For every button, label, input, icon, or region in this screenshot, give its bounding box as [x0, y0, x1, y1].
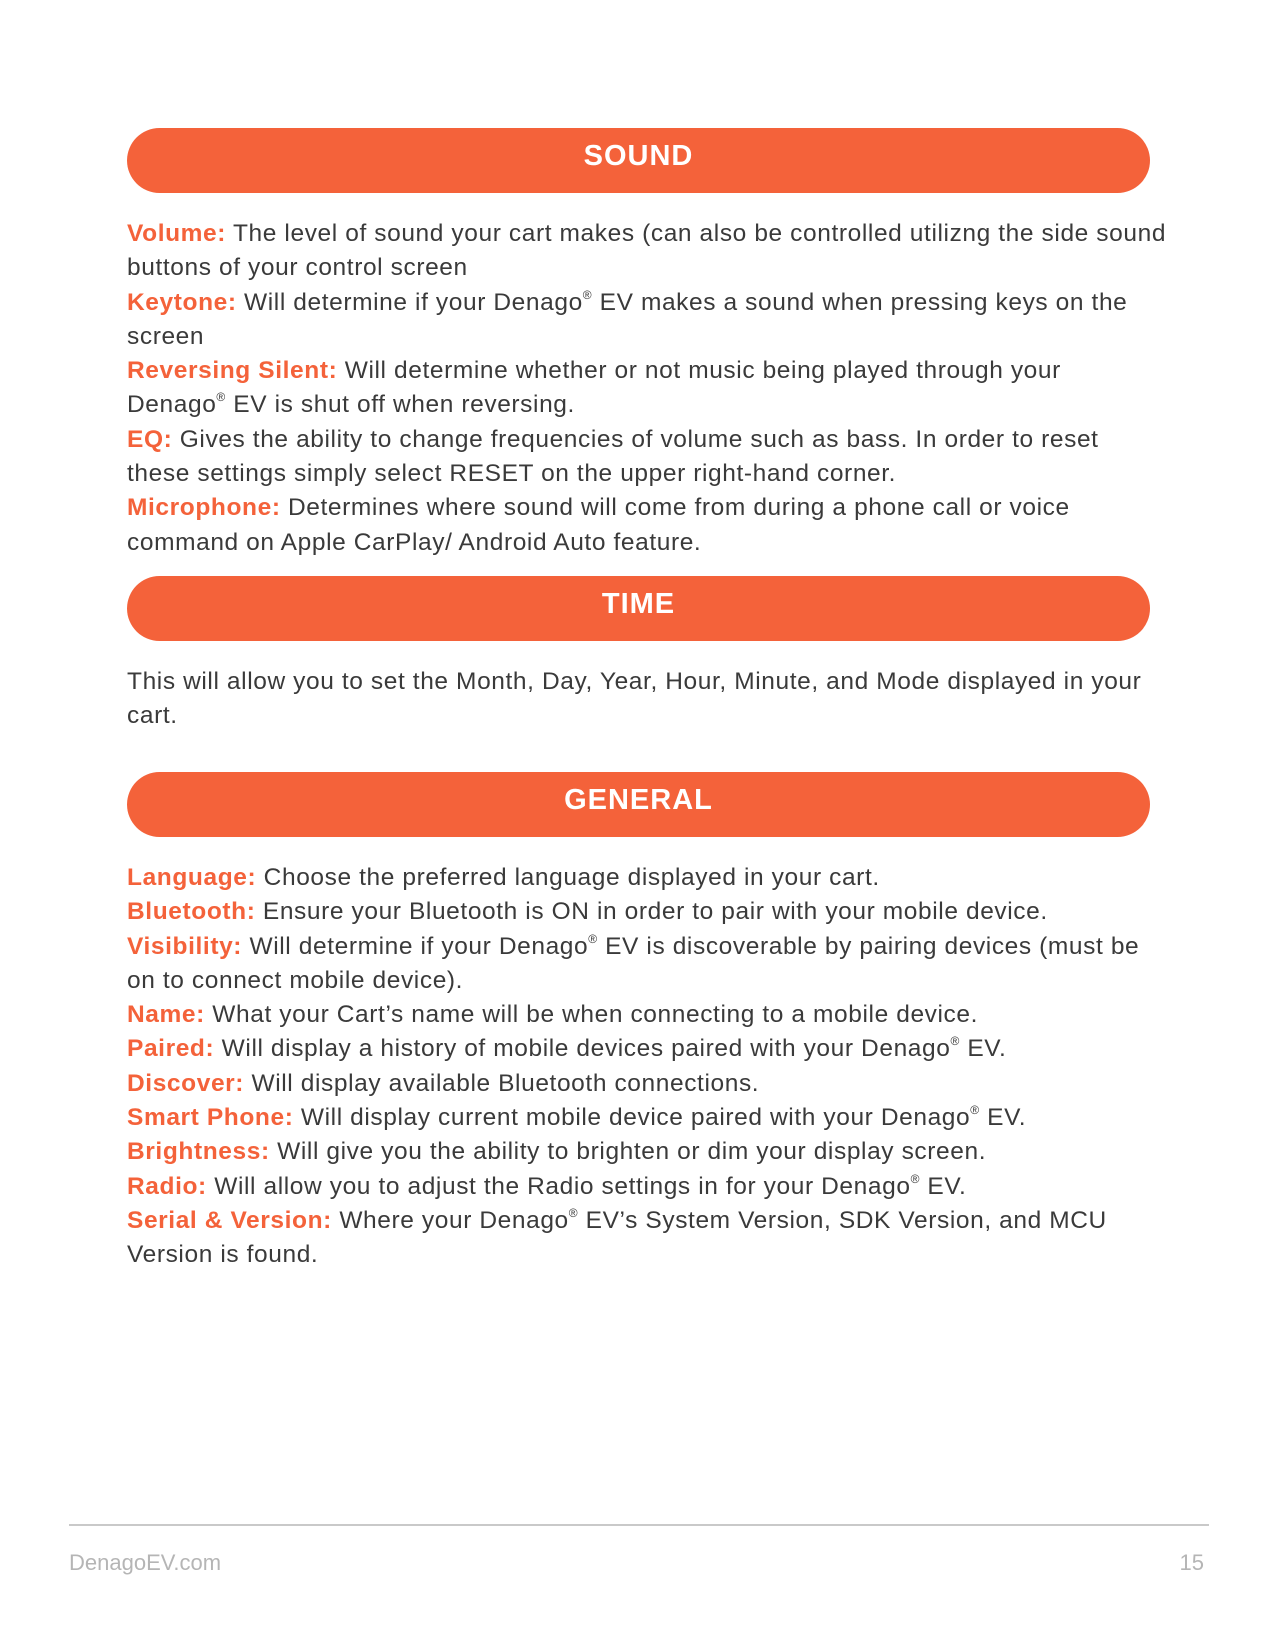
footer-divider: [69, 1524, 1209, 1526]
time-section: [127, 665, 1167, 734]
general-banner: [127, 772, 1150, 837]
name-entry: [127, 998, 1167, 1032]
microphone-text: Determines where sound will come from during a phone call or voice command on Apple CarPlay/ Android Auto feature.: [127, 494, 1070, 556]
time-banner: [127, 576, 1150, 641]
bluetooth-term: Bluetooth:: [127, 898, 256, 926]
footer-site-link[interactable]: DenagoEV.com: [69, 1550, 222, 1575]
discover-entry: [127, 1067, 1167, 1101]
smart-phone-text: Will display current mobile device paired with your Denago: [293, 1104, 971, 1132]
registered-mark: ®: [970, 1103, 980, 1118]
paired-text-end: EV.: [959, 1035, 1007, 1063]
general-title: GENERAL: [564, 784, 713, 816]
visibility-text: Will determine if your Denago: [242, 932, 589, 960]
serial-version-term: Serial & Version:: [127, 1206, 332, 1234]
eq-text: Gives the ability to change frequencies of volume such as bass. In order to reset these settings simply select RESET on the upper right-hand corner.: [127, 425, 1099, 488]
registered-mark: ®: [950, 1034, 960, 1049]
name-text: What your Cart’s name will be when connecting to a mobile device.: [204, 1001, 979, 1029]
general-section: [127, 861, 1167, 1273]
keytone-term: Keytone:: [127, 288, 237, 316]
registered-mark: ®: [216, 390, 226, 405]
keytone-entry: [127, 286, 1167, 355]
bluetooth-entry: [127, 895, 1167, 929]
paired-text: Will display a history of mobile devices paired with your Denago: [214, 1035, 951, 1063]
reversing-silent-entry: [127, 354, 1167, 423]
brightness-entry: [127, 1135, 1167, 1169]
serial-version-entry: [127, 1204, 1167, 1273]
microphone-entry: [127, 491, 1167, 560]
reversing-silent-term: Reversing Silent:: [127, 357, 338, 385]
radio-term: Radio:: [127, 1172, 207, 1200]
volume-text: The level of sound your cart makes (can also be controlled utilizng the side sound buttons of your control screen: [127, 220, 1167, 282]
sound-section: [127, 217, 1167, 560]
registered-mark: ®: [582, 287, 593, 302]
visibility-text-end: EV is discoverable by pairing devices (must be on to connect mobile device).: [127, 932, 1140, 994]
eq-entry: [127, 423, 1167, 492]
smart-phone-entry: [127, 1101, 1167, 1135]
brightness-term: Brightness:: [127, 1138, 270, 1166]
keytone-text: Will determine if your Denago: [236, 288, 583, 316]
smart-phone-term: Smart Phone:: [127, 1104, 294, 1132]
sound-banner: [127, 128, 1150, 193]
paired-term: Paired:: [127, 1035, 215, 1063]
volume-term: Volume:: [127, 220, 227, 247]
microphone-term: Microphone:: [127, 494, 281, 522]
registered-mark: ®: [568, 1205, 579, 1220]
discover-term: Discover:: [127, 1069, 245, 1097]
visibility-entry: [127, 930, 1167, 999]
registered-mark: ®: [588, 931, 598, 946]
sound-title: SOUND: [583, 140, 694, 172]
language-text: Choose the preferred language displayed in your cart.: [256, 864, 880, 891]
name-term: Name:: [127, 1001, 205, 1029]
serial-version-text-end: EV’s System Version, SDK Version, and MCU Version is found.: [127, 1206, 1107, 1269]
page-number: 15: [1179, 1550, 1204, 1575]
radio-text-end: EV.: [920, 1172, 967, 1200]
language-entry: [127, 861, 1167, 895]
language-term: Language:: [127, 864, 257, 891]
bluetooth-text: Ensure your Bluetooth is ON in order to pair with your mobile device.: [255, 898, 1048, 926]
serial-version-text: Where your Denago: [331, 1206, 569, 1234]
eq-term: EQ:: [127, 425, 173, 453]
smart-phone-text-end: EV.: [979, 1104, 1027, 1132]
visibility-term: Visibility:: [127, 932, 243, 960]
discover-text: Will display available Bluetooth connections.: [244, 1069, 760, 1097]
time-title: TIME: [601, 588, 676, 620]
radio-text: Will allow you to adjust the Radio settings in for your Denago: [206, 1172, 911, 1200]
radio-entry: [127, 1170, 1167, 1204]
time-text: This will allow you to set the Month, Day, Year, Hour, Minute, and Mode displayed in your cart.: [127, 668, 1142, 730]
reversing-silent-text: Will determine whether or not music being played through your Denago: [127, 357, 1061, 419]
keytone-text-end: EV makes a sound when pressing keys on the screen: [127, 288, 1128, 350]
volume-entry: [127, 217, 1167, 286]
brightness-text: Will give you the ability to brighten or dim your display screen.: [269, 1138, 987, 1166]
paired-entry: [127, 1032, 1167, 1066]
registered-mark: ®: [910, 1171, 921, 1186]
reversing-silent-text-end: EV is shut off when reversing.: [225, 391, 575, 419]
